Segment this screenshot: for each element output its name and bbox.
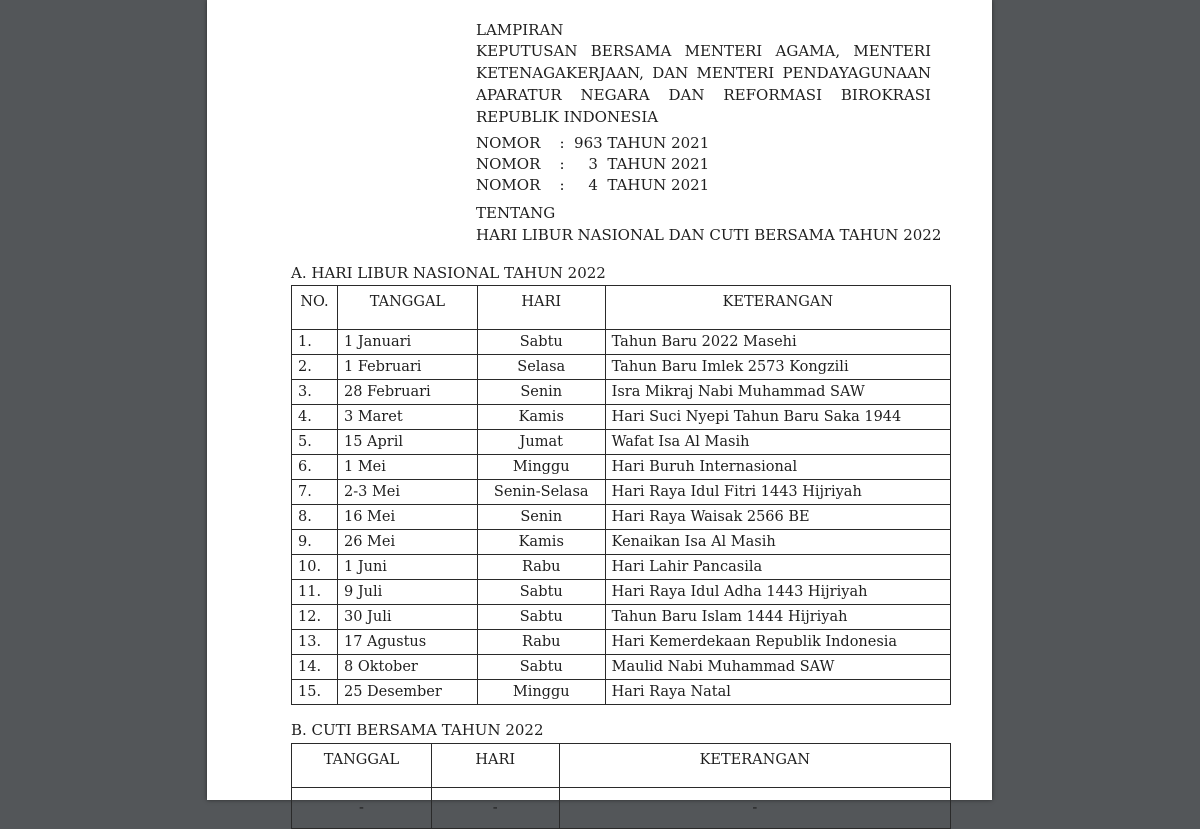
cell-tanggal: 1 Mei	[337, 455, 477, 480]
cell-no: 12.	[292, 605, 338, 630]
cell-no: 11.	[292, 580, 338, 605]
cell-tanggal: 30 Juli	[337, 605, 477, 630]
cell-tanggal: 9 Juli	[337, 580, 477, 605]
cell-hari: Senin	[477, 505, 605, 530]
cell-no: 3.	[292, 380, 338, 405]
holiday-table-header	[292, 286, 951, 330]
cell-tanggal: 25 Desember	[337, 680, 477, 705]
cell-no: 6.	[292, 455, 338, 480]
cell-keterangan: Tahun Baru Imlek 2573 Kongzili	[605, 355, 950, 380]
col-header-hari: HARI	[431, 744, 559, 788]
holiday-table-body	[292, 330, 951, 705]
table-row	[292, 655, 951, 680]
cell-hari: Kamis	[477, 405, 605, 430]
cell-hari: Rabu	[477, 555, 605, 580]
table-row	[292, 355, 951, 380]
tentang-label: TENTANG	[476, 204, 556, 222]
cell-tanggal: 16 Mei	[337, 505, 477, 530]
table-row	[292, 380, 951, 405]
cell-no: 2.	[292, 355, 338, 380]
cell-no: 15.	[292, 680, 338, 705]
cell-hari: Minggu	[477, 455, 605, 480]
table-row	[292, 505, 951, 530]
table-row	[292, 630, 951, 655]
cell-tanggal: 1 Januari	[337, 330, 477, 355]
cell-keterangan: Hari Kemerdekaan Republik Indonesia	[605, 630, 950, 655]
cell-tanggal: 1 Februari	[337, 355, 477, 380]
decree-subject: HARI LIBUR NASIONAL DAN CUTI BERSAMA TAHUN 2022	[476, 226, 942, 244]
col-header-hari: HARI	[477, 286, 605, 330]
cell-tanggal: 1 Juni	[337, 555, 477, 580]
decree-line-3: APARATUR NEGARA DAN REFORMASI BIROKRASI	[476, 86, 931, 104]
cell-tanggal: 2-3 Mei	[337, 480, 477, 505]
cell-no: 14.	[292, 655, 338, 680]
cell-keterangan: Hari Raya Natal	[605, 680, 950, 705]
nomor-line-3: NOMOR : 4 TAHUN 2021	[476, 176, 710, 194]
cell-hari: Sabtu	[477, 580, 605, 605]
cell-keterangan: -	[559, 788, 950, 829]
table-row	[292, 680, 951, 705]
cell-hari: Sabtu	[477, 605, 605, 630]
cell-hari: Jumat	[477, 430, 605, 455]
cuti-table	[291, 743, 951, 829]
cell-no: 9.	[292, 530, 338, 555]
cell-keterangan: Wafat Isa Al Masih	[605, 430, 950, 455]
cell-hari: Sabtu	[477, 330, 605, 355]
cell-no: 5.	[292, 430, 338, 455]
cell-keterangan: Isra Mikraj Nabi Muhammad SAW	[605, 380, 950, 405]
cell-tanggal: 3 Maret	[337, 405, 477, 430]
cell-hari: -	[431, 788, 559, 829]
cell-keterangan: Tahun Baru Islam 1444 Hijriyah	[605, 605, 950, 630]
table-row	[292, 455, 951, 480]
cell-hari: Rabu	[477, 630, 605, 655]
cell-keterangan: Hari Raya Idul Adha 1443 Hijriyah	[605, 580, 950, 605]
cell-hari: Selasa	[477, 355, 605, 380]
table-row	[292, 430, 951, 455]
col-header-tanggal: TANGGAL	[337, 286, 477, 330]
cell-hari: Minggu	[477, 680, 605, 705]
cuti-table-body	[292, 788, 951, 829]
cell-keterangan: Hari Lahir Pancasila	[605, 555, 950, 580]
decree-line-2: KETENAGAKERJAAN, DAN MENTERI PENDAYAGUNAAN	[476, 64, 931, 82]
cell-tanggal: 28 Februari	[337, 380, 477, 405]
table-row	[292, 788, 951, 829]
document-page	[207, 0, 992, 816]
cell-keterangan: Hari Raya Idul Fitri 1443 Hijriyah	[605, 480, 950, 505]
cell-hari: Sabtu	[477, 655, 605, 680]
decree-line-4: REPUBLIK INDONESIA	[476, 108, 659, 126]
col-header-keterangan: KETERANGAN	[605, 286, 950, 330]
table-row	[292, 530, 951, 555]
nomor-line-1: NOMOR : 963 TAHUN 2021	[476, 134, 710, 152]
col-header-keterangan: KETERANGAN	[559, 744, 950, 788]
cell-tanggal: 26 Mei	[337, 530, 477, 555]
table-row	[292, 605, 951, 630]
table-row	[292, 405, 951, 430]
cell-keterangan: Hari Suci Nyepi Tahun Baru Saka 1944	[605, 405, 950, 430]
lampiran-label: LAMPIRAN	[476, 21, 564, 39]
cell-keterangan: Hari Buruh Internasional	[605, 455, 950, 480]
cell-tanggal: 15 April	[337, 430, 477, 455]
cell-keterangan: Kenaikan Isa Al Masih	[605, 530, 950, 555]
cell-no: 10.	[292, 555, 338, 580]
table-row	[292, 330, 951, 355]
section-a-title: A. HARI LIBUR NASIONAL TAHUN 2022	[291, 264, 606, 282]
cell-keterangan: Tahun Baru 2022 Masehi	[605, 330, 950, 355]
cell-no: 13.	[292, 630, 338, 655]
cell-keterangan: Maulid Nabi Muhammad SAW	[605, 655, 950, 680]
cell-no: 1.	[292, 330, 338, 355]
nomor-line-2: NOMOR : 3 TAHUN 2021	[476, 155, 710, 173]
cell-tanggal: 8 Oktober	[337, 655, 477, 680]
table-row	[292, 580, 951, 605]
table-row	[292, 555, 951, 580]
section-b-title: B. CUTI BERSAMA TAHUN 2022	[291, 721, 544, 739]
col-header-no: NO.	[292, 286, 338, 330]
table-row	[292, 480, 951, 505]
cell-tanggal: 17 Agustus	[337, 630, 477, 655]
cell-hari: Senin-Selasa	[477, 480, 605, 505]
cell-no: 4.	[292, 405, 338, 430]
cell-no: 7.	[292, 480, 338, 505]
col-header-tanggal: TANGGAL	[292, 744, 432, 788]
decree-line-1: KEPUTUSAN BERSAMA MENTERI AGAMA, MENTERI	[476, 42, 931, 60]
cell-hari: Kamis	[477, 530, 605, 555]
cell-no: 8.	[292, 505, 338, 530]
holiday-table	[291, 285, 951, 705]
cuti-table-header	[292, 744, 951, 788]
cell-hari: Senin	[477, 380, 605, 405]
cell-keterangan: Hari Raya Waisak 2566 BE	[605, 505, 950, 530]
cell-tanggal: -	[292, 788, 432, 829]
